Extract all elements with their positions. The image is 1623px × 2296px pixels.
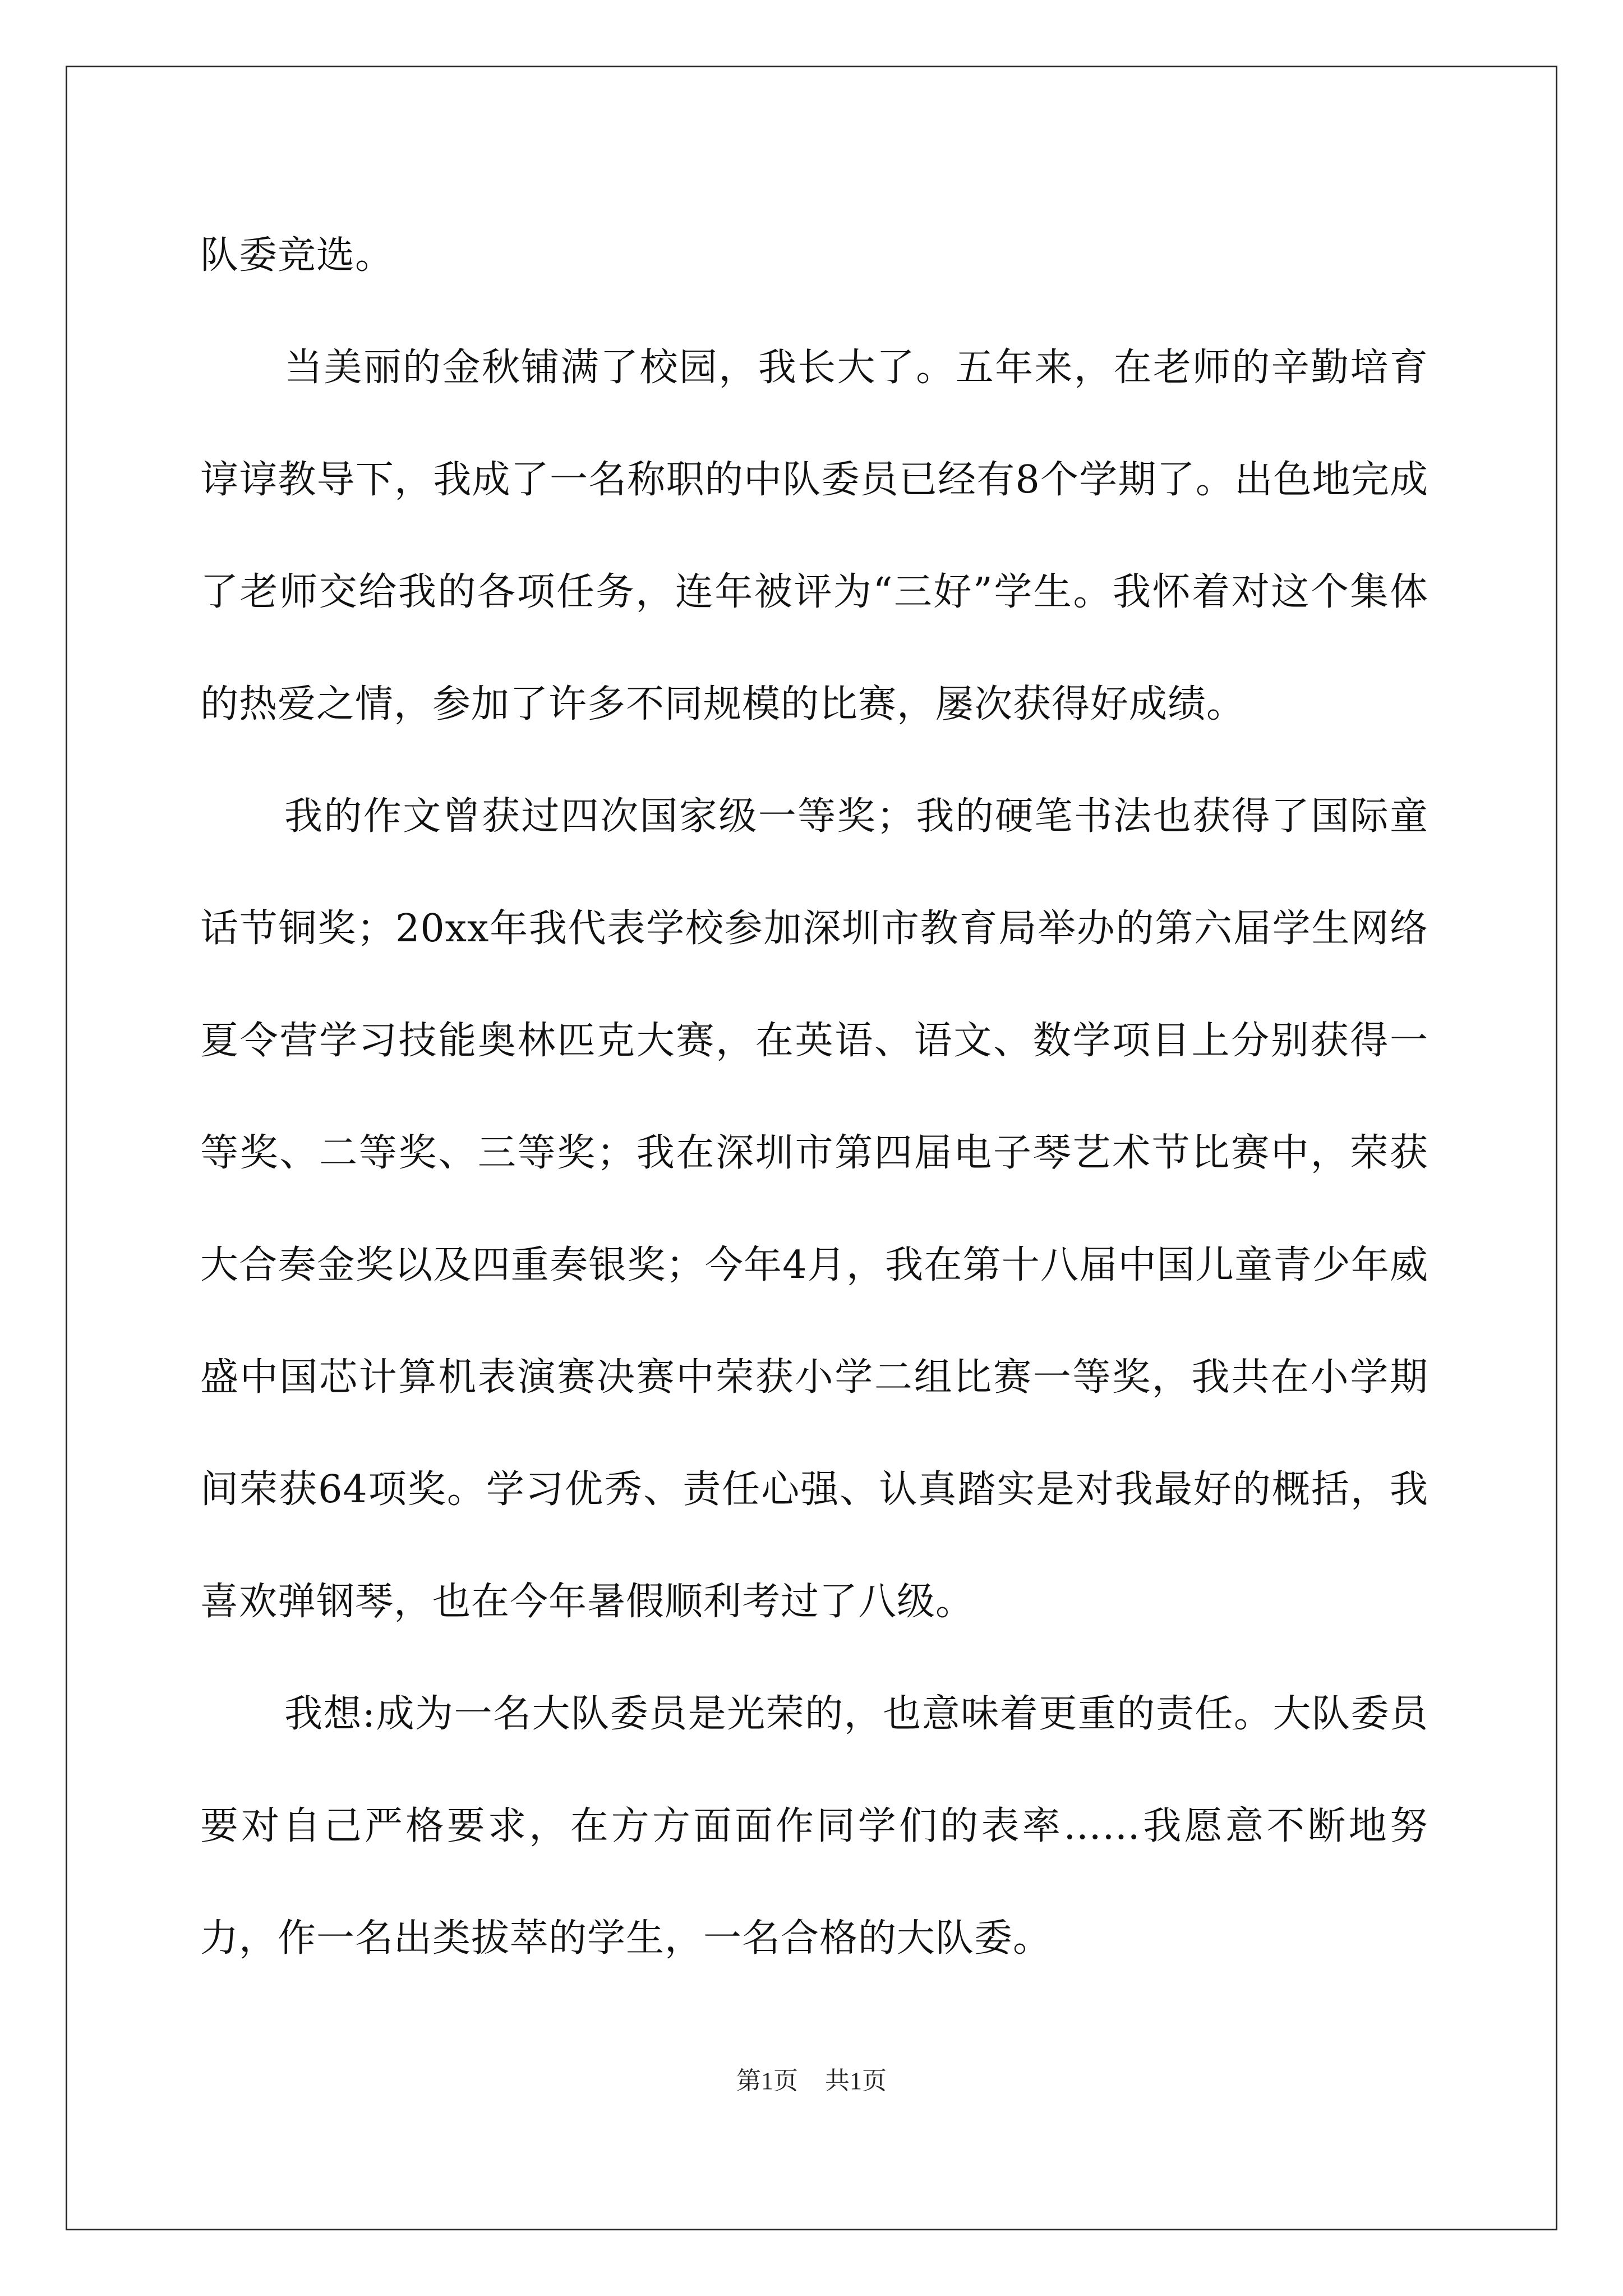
paragraph-1: 队委竞选。: [200, 233, 394, 278]
page-total: 共1页: [825, 2067, 887, 2095]
paragraph-3: 我的作文曾获过四次国家级一等奖；我的硬笔书法也获得了国际童话节铜奖；20xx年我代表学校参加深圳市教育局举办的第六届学生网络夏令营学习技能奥林匹克大赛，在英语、语文、数学项目上分别获得一等奖、二等奖、三等奖；我在深圳市第四届电子琴艺术节比赛中，荣获大合奏金奖以及四重奏银奖；今年4月，我在第十八届中国儿童青少年威盛中国芯计算机表演赛决赛中荣获小学二组比赛一等奖，我共在小学期间荣获64项奖。学习优秀、责任心强、认真踏实是对我最好的概括，我喜欢弹钢琴，也在今年暑假顺利考过了八级。: [200, 794, 1428, 1624]
page-footer: [0, 2064, 1623, 2098]
page-number: 第1页: [736, 2067, 798, 2095]
paragraph-2: 当美丽的金秋铺满了校园，我长大了。五年来，在老师的辛勤培育谆谆教导下，我成了一名称职的中队委员已经有8个学期了。出色地完成了老师交给我的各项任务，连年被评为“三好”学生。我怀着对这个集体的热爱之情，参加了许多不同规模的比赛，屡次获得好成绩。: [200, 346, 1428, 726]
document-body: [200, 200, 1428, 1995]
paragraph-4: 我想:成为一名大队委员是光荣的，也意味着更重的责任。大队委员要对自己严格要求，在方方面面作同学们的表率……我愿意不断地努力，作一名出类拔萃的学生，一名合格的大队委。: [200, 1692, 1428, 1961]
